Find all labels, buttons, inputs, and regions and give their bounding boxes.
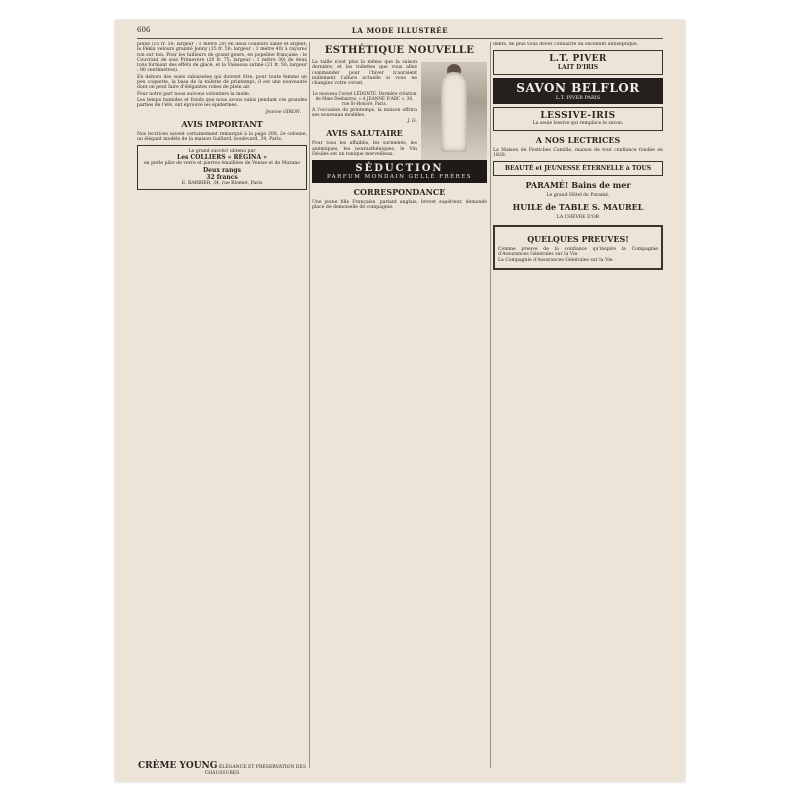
ad-sub: LAIT D'IRIS xyxy=(557,64,599,72)
article-signature: Jeanne GIRON. xyxy=(265,109,301,115)
page-number: 606 xyxy=(137,26,151,34)
article-paragraph: La taille n'est plus la même que la saison dernière, et les toilettes que vous allez commander pour l'hiver n'auraient nullement l'allure actuelle si vous ne changiez votre corset. xyxy=(312,60,417,87)
section-text: Pour tous les affaiblis, les surmenés, les anémiques, les neurasthéniques, le Vin Désiles est un tonique merveilleux. xyxy=(312,141,417,157)
article-paragraph: dents, de plus vous devez connaître un excellent antiseptique. xyxy=(493,42,639,47)
header-rule xyxy=(137,38,663,39)
column-left xyxy=(137,42,307,768)
advertisement-creme-young xyxy=(137,761,307,776)
advertisement-seduction xyxy=(312,160,487,183)
section-text: La Maison de Postiches Camille, maison de tout confiance fondée en 1820. xyxy=(493,147,663,158)
ad-brand: SÉDUCTION xyxy=(355,163,444,175)
section-title: HUILE de TABLE S. MAUREL xyxy=(512,202,644,213)
advertisement-belflor xyxy=(493,78,663,104)
ad-brand: Les COLLIERS « RÉGINA » xyxy=(176,154,268,162)
column-divider xyxy=(490,42,491,768)
ad-sub: PARFUM MONDAIN GELLÉ FRÈRES xyxy=(326,174,473,181)
ad-sub: La seule lessive qui remplace le savon. xyxy=(532,121,624,127)
ad-address: E. BARBIER, 34, rue Blomet, Paris xyxy=(181,180,263,186)
section-text: Comme preuve de la confiance qu'inspire la Compagnie d'Assurances Générales sur la Vie. xyxy=(498,246,658,258)
column-right xyxy=(493,42,663,768)
section-text: Le grand Hôtel de Paramé. xyxy=(546,193,610,199)
ad-brand: CRÈME YOUNG xyxy=(137,761,218,771)
corset-photo xyxy=(421,62,487,160)
photo-caption: Le nouveau Corset LÉDONTE. Dernière création de Mme Desbarres. « A JEANNE D'ARC », 30, rue St-Honoré, Paris. xyxy=(312,90,417,106)
advertisement-colliers xyxy=(137,145,307,190)
section-text: LA CHÈVRE D'OR xyxy=(556,215,600,221)
ad-brand: LESSIVE-IRIS xyxy=(540,111,616,122)
ad-brand: L.T. PIVER xyxy=(549,54,607,65)
advertisement-beaute xyxy=(493,161,663,176)
figure-body xyxy=(441,72,467,152)
magazine-title: LA MODE ILLUSTRÉE xyxy=(351,26,449,35)
section-text: Une jeune fille Française, parlant anglais, brevet supérieur, demande place de demoiselle de compagnie. xyxy=(312,200,487,211)
proof-box xyxy=(493,225,663,270)
section-title: AVIS SALUTAIRE xyxy=(326,128,403,139)
article-paragraph: pinne (15 fr. 50; largeur : 1 mètre 20) en deux couleurs sable et argent; le Pékin velours granité Jenny (15 fr. 50; largeur : 1 mètre 40) à rayures ton sur ton. Pour les tailleurs de grand genre, en popeline française : le Couvrant de soie Primevère (20 fr. 75; largeur : 1 mètre 30) de deux tons formant des effets de glacé, et la Vaisseau satiné (21 fr. 50; largeur : 80 centimètres). xyxy=(137,42,307,74)
article-paragraph: En dehors des soies rabaissées qui doivent être, pour toute femme un peu coquette, la base de la toilette de printemps, il est une nouveauté dont on peut faire d'élégantes robes de plein air. xyxy=(137,74,307,91)
ad-intro: Le grand succès! obtenu par xyxy=(188,149,256,155)
section-title: AVIS IMPORTANT xyxy=(181,118,263,129)
article-title: ESTHÉTIQUE NOUVELLE xyxy=(324,45,475,56)
ad-sub: L.T. PIVER PARIS xyxy=(555,95,601,102)
section-title: CORRESPONDANCE xyxy=(353,187,446,198)
magazine-page xyxy=(115,20,685,782)
section-title: QUELQUES PREUVES! xyxy=(527,233,629,244)
section-text: La Compagnie d'Assurances Générales sur la Vie. xyxy=(498,258,614,264)
advertisement-lessive xyxy=(493,107,663,130)
article-signature: J. G. xyxy=(407,119,417,125)
ad-text: en perle pâte de verre et pierres émaillées de Venise et de Murano xyxy=(143,161,301,167)
article-paragraph: Les temps humides et froids que nous avons subis pendant ces grandes parties de l'été, ont éprouvé les épidermes. xyxy=(137,97,307,109)
column-middle xyxy=(312,42,487,768)
ad-line: Deux rangs xyxy=(202,166,242,174)
page-header xyxy=(137,26,663,38)
column-divider xyxy=(309,42,310,768)
article-paragraph: A l'occasion du printemps, la maison offrira ses nouveaux modèles. xyxy=(312,107,417,118)
section-text: Nos lectrices savent certainement remarqué à la page 208, 2e colonne, un élégant modèle de la maison Gaillard, boulevard, 39, Paris. xyxy=(137,131,307,142)
ad-price: 32 francs xyxy=(206,173,238,181)
advertisement-piver xyxy=(493,50,663,75)
article-paragraph: Pour notre part nous suivons volontiers la mode. xyxy=(137,91,251,97)
section-title: A NOS LECTRICES xyxy=(535,134,621,145)
section-title: PARAMÉ! Bains de mer xyxy=(525,180,631,191)
ad-tag: ÉLÉGANCE ET PRÉSERVATION DES CHAUSSURES xyxy=(204,765,306,776)
ad-brand: SAVON BELFLOR xyxy=(516,81,640,96)
ad-title: BEAUTÉ et JEUNESSE ÉTERNELLE à TOUS xyxy=(504,165,652,173)
